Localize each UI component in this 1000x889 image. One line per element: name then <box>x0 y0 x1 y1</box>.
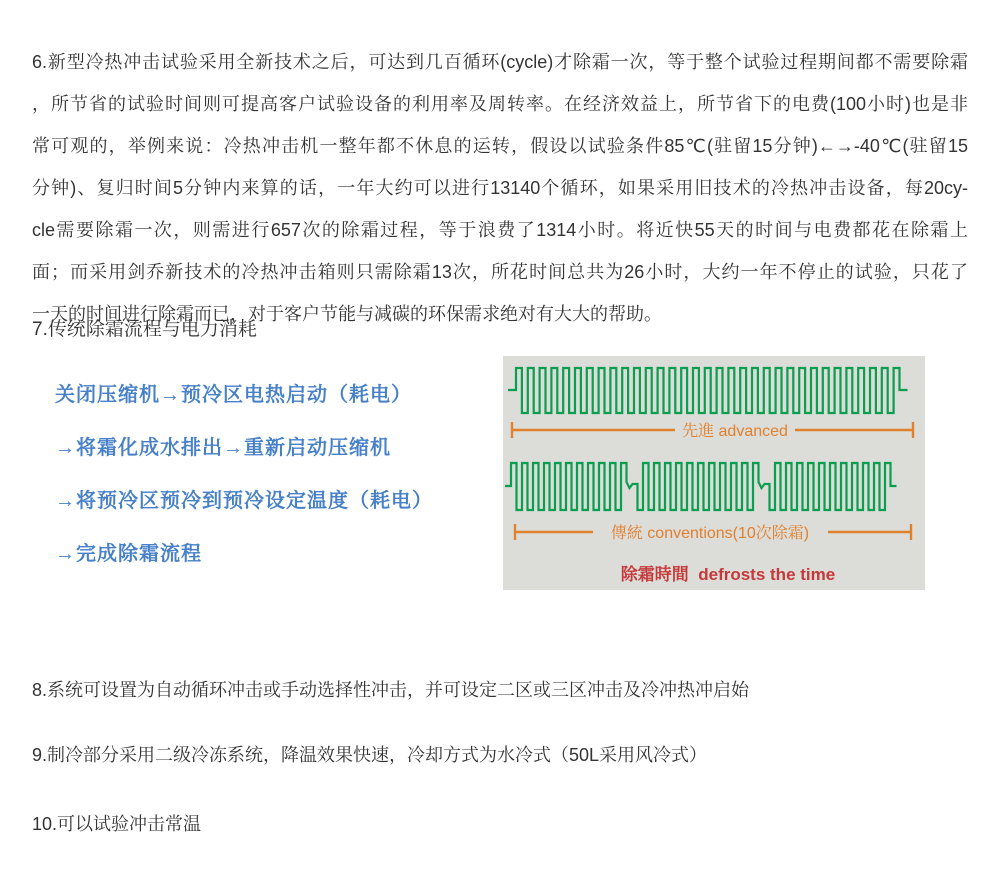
conventional-dimension-line <box>515 524 911 542</box>
paragraph-6-line: 分钟)、复归时间5分钟内来算的话，一年大约可以进行13140个循环，如果采用旧技术的冷热冲击设备，每20cy- <box>32 178 968 198</box>
advanced-label: 先進 advanced <box>682 423 788 440</box>
defrost-waveform-diagram <box>503 356 925 590</box>
advanced-wave <box>508 368 907 413</box>
defrost-step-1: 关闭压缩机→预冷区电热启动（耗电） <box>55 384 412 406</box>
paragraph-6-line: 一天的时间进行除霜而已，对于客户节能与减碳的环保需求绝对有大大的帮助。 <box>32 304 662 324</box>
paragraph-6 <box>32 41 968 335</box>
item-10: 10.可以试验冲击常温 <box>32 814 202 834</box>
item-9: 9.制冷部分采用二级冷冻系统，降温效果快速，冷却方式为水冷式（50L采用风冷式） <box>32 745 708 765</box>
conventional-label: 傳統 conventions(10次除霜) <box>610 525 810 542</box>
conventional-wave <box>505 463 897 510</box>
defrost-comparison-figure <box>503 356 925 590</box>
item-8: 8.系统可设置为自动循环冲击或手动选择性冲击，并可设定二区或三区冲击及冷冲热冲启始 <box>32 680 750 700</box>
defrost-step-4: →完成除霜流程 <box>55 543 202 565</box>
paragraph-6-line: ，所节省的试验时间则可提高客户试验设备的利用率及周转率。在经济效益上，所节省下的电费(100小时)也是非 <box>32 94 968 114</box>
figure-caption: 除霜時間 defrosts the time <box>620 565 836 584</box>
defrost-step-3: →将预冷区预冷到预冷设定温度（耗电） <box>55 490 433 512</box>
defrost-step-2: →将霜化成水排出→重新启动压缩机 <box>55 437 391 459</box>
paragraph-6-line: 面；而采用剑乔新技术的冷热冲击箱则只需除霜13次，所花时间总共为26小时，大约一年不停止的试验，只花了 <box>32 262 968 282</box>
section-7-heading: 7.传统除霜流程与电力消耗 <box>32 319 257 340</box>
paragraph-6-line: 6.新型冷热冲击试验采用全新技术之后，可达到几百循环(cycle)才除霜一次，等于整个试验过程期间都不需要除霜 <box>32 52 968 72</box>
paragraph-6-line: cle需要除霜一次，则需进行657次的除霜过程，等于浪费了1314小时。将近快55天的时间与电费都花在除霜上 <box>32 220 968 240</box>
advanced-dimension-line <box>512 422 913 440</box>
paragraph-6-line: 常可观的，举例来说：冷热冲击机一整年都不休息的运转，假设以试验条件85℃(驻留15分钟)←→-40℃(驻留15 <box>32 136 968 156</box>
